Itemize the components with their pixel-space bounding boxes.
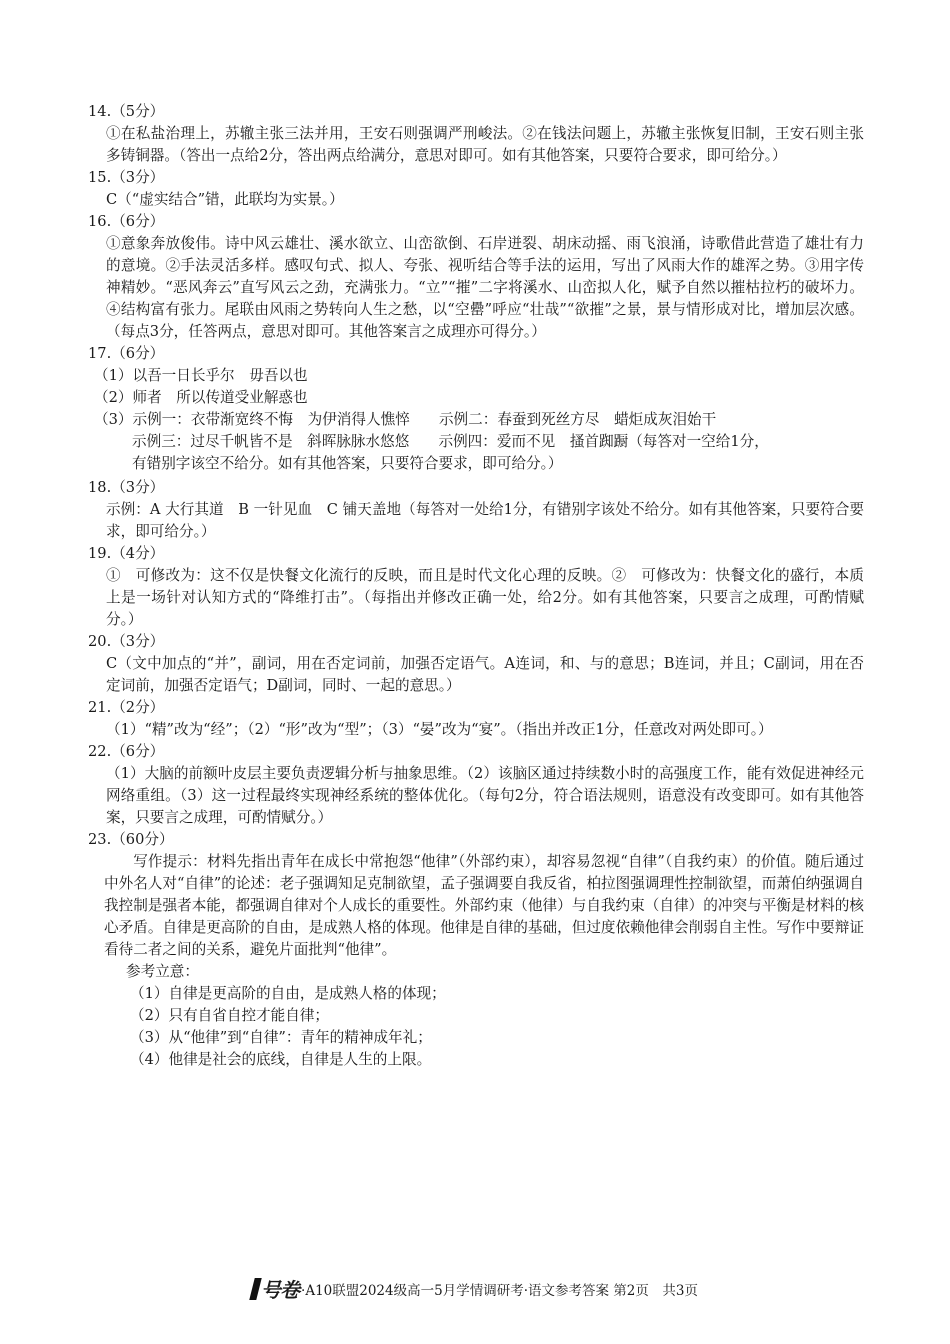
answer-text: （1）大脑的前额叶皮层主要负责逻辑分析与抽象思维。（2）该脑区通过持续数小时的高强度工作，能有效促进神经元网络重组。（3）这一过程最终实现神经系统的整体优化。（每句2分，符合语法规则，语意没有改变即可。如有其他答案，只要言之成理，可酌情赋分。） (106, 765, 864, 826)
answer-text: ①意象奔放俊伟。诗中风云雄壮、溪水欲立、山峦欲倒、石岸迸裂、胡床动摇、雨飞浪涌，诗歌借此营造了雄壮有力的意境。②手法灵活多样。感叹句式、拟人、夸张、视听结合等手法的运用，写出了风雨大作的雄浑之势。③用字传神精妙。“恶风奔云”直写风云之劲，充满张力。“立”“摧”二字将溪水、山峦拟人化，赋予自然以摧枯拉朽的破坏力。④结构富有张力。尾联由风雨之势转向人生之愁，以“空罍”呼应“壮哉”“欲摧”之景，景与情形成对比，增加层次感。（每点3分，任答两点，意思对即可。其他答案言之成理亦可得分。） (106, 235, 864, 340)
answer-text: （1）“精”改为“经”；（2）“形”改为“型”；（3）“晏”改为“宴”。（指出并改正1分，任意改对两处即可。） (106, 721, 773, 738)
reference-item: （2）只有自省自控才能自律； (130, 1007, 330, 1024)
question-19 (88, 543, 864, 631)
answer-text: ① 可修改为：这不仅是快餐文化流行的反映，而且是时代文化心理的反映。② 可修改为：快餐文化的盛行，本质上是一场针对认知方式的“降维打击”。（每指出并修改正确一处，给2分。如有其他答案，只要言之成理，可酌情赋分。） (106, 567, 864, 628)
question-21 (88, 697, 864, 741)
question-heading: 15.（3分） (88, 169, 165, 186)
question-heading: 19.（4分） (88, 545, 165, 562)
question-16 (88, 211, 864, 343)
question-heading: 22.（6分） (88, 743, 165, 760)
page-footer (0, 1278, 950, 1302)
question-14 (88, 101, 864, 167)
question-heading: 16.（6分） (88, 213, 165, 230)
answer-line: （3）示例一：衣带渐宽终不悔 为伊消得人憔悴 示例二：春蚕到死丝方尽 蜡炬成灰泪始干 (94, 411, 717, 428)
question-15 (88, 167, 864, 211)
question-heading: 23.（60分） (88, 831, 174, 848)
question-heading: 20.（3分） (88, 633, 165, 650)
question-20 (88, 631, 864, 697)
writing-hint: 写作提示：材料先指出青年在成长中常抱怨“他律”（外部约束），却容易忽视“自律”（自我约束）的价值。随后通过中外名人对“自律”的论述：老子强调知足克制欲望，孟子强调要自我反省，柏拉图强调理性控制欲望，而萧伯纳强调自我控制是强者本能，都强调自律对个人成长的重要性。外部约束（他律）与自我约束（自律）的冲突与平衡是材料的核心矛盾。自律是更高阶的自由，是成熟人格的体现。他律是自律的基础，但过度依赖他律会削弱自主性。写作中要辩证看待二者之间的关系，避免片面批判“他律”。 (104, 853, 864, 958)
reference-item: （3）从“他律”到“自律”：青年的精神成年礼； (130, 1029, 432, 1046)
brand-logo-text: 号卷 (261, 1278, 300, 1302)
question-22 (88, 741, 864, 829)
answer-text: C（“虚实结合”错，此联均为实景。） (106, 191, 344, 208)
answer-line: （2）师者 所以传道受业解惑也 (94, 389, 308, 406)
answer-text: 示例：A 大行其道 B 一针见血 C 铺天盖地（每答对一处给1分，有错别字该处不给分。如有其他答案，只要符合要求，即可给分。） (106, 501, 864, 540)
question-heading: 14.（5分） (88, 103, 165, 120)
footer-text: ·A10联盟2024级高一5月学情调研考·语文参考答案 第2页 共3页 (301, 1283, 698, 1299)
question-17 (88, 343, 864, 475)
reference-heading: 参考立意： (126, 963, 199, 980)
answer-text: ①在私盐治理上，苏辙主张三法并用，王安石则强调严刑峻法。②在钱法问题上，苏辙主张恢复旧制，王安石则主张多铸铜器。（答出一点给2分，答出两点给满分，意思对即可。如有其他答案，只要符合要求，即可给分。） (106, 125, 864, 164)
reference-item: （1）自律是更高阶的自由，是成熟人格的体现； (130, 985, 446, 1002)
answer-text: C（文中加点的“并”，副词，用在否定词前，加强否定语气。A连词，和、与的意思；B连词，并且；C副词，用在否定词前，加强否定语气；D副词，同时、一起的意思。） (106, 655, 864, 694)
answer-line: （1）以吾一日长乎尔 毋吾以也 (94, 367, 308, 384)
answer-line: 有错别字该空不给分。如有其他答案，只要符合要求，即可给分。） (132, 455, 563, 472)
brand-logo-mark (249, 1278, 261, 1300)
reference-item: （4）他律是社会的底线，自律是人生的上限。 (130, 1051, 432, 1068)
question-heading: 18.（3分） (88, 479, 165, 496)
question-heading: 21.（2分） (88, 699, 165, 716)
question-heading: 17.（6分） (88, 345, 165, 362)
question-18 (88, 477, 864, 543)
question-23 (88, 829, 864, 1071)
answer-line: 示例三：过尽千帆皆不是 斜晖脉脉水悠悠 示例四：爱而不见 搔首踟蹰（每答对一空给1分， (132, 433, 769, 450)
